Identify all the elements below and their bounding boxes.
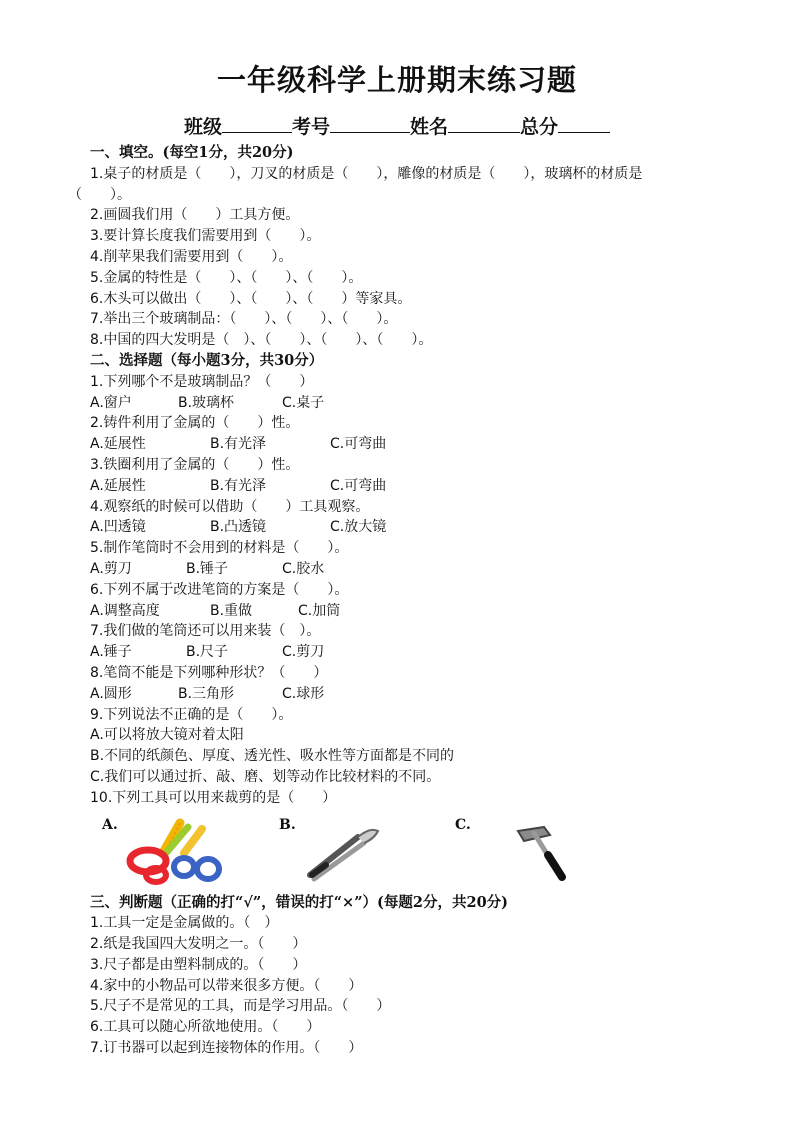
option-a[interactable]: A.锤子 <box>90 644 132 661</box>
option-b[interactable]: B.玻璃杯 <box>178 394 235 411</box>
fill-q7: 7.举出三个玻璃制品：（ ）、（ ）、（ ）。 <box>90 311 398 328</box>
choice-q6-options <box>90 601 750 622</box>
exam-content <box>68 143 750 1059</box>
option-a[interactable]: A.剪刀 <box>90 560 132 577</box>
scissors-icon[interactable] <box>124 817 224 887</box>
option-a[interactable]: A.延展性 <box>90 477 146 494</box>
name-label: 姓名 <box>410 116 449 138</box>
choice-q5-options <box>90 559 750 580</box>
option-b-label: B. <box>279 816 296 833</box>
option-b[interactable]: B.锤子 <box>186 560 229 577</box>
option-c[interactable]: C.剪刀 <box>282 644 325 661</box>
choice-q2-options <box>90 434 750 455</box>
option-c[interactable]: C.加筒 <box>298 602 341 619</box>
section1-heading: 一、填空。(每空1分，共20分) <box>90 144 294 161</box>
exam-no-blank[interactable] <box>330 114 410 133</box>
section2-heading: 二、选择题（每小题3分，共30分） <box>90 351 324 369</box>
fill-q2: 2.画圆我们用（ ）工具方便。 <box>90 207 300 224</box>
page-title: 一年级科学上册期末练习题 <box>216 63 577 97</box>
student-info-row <box>0 112 794 139</box>
choice-q1-options <box>90 393 750 414</box>
choice-q3-options <box>90 476 750 497</box>
option-b[interactable]: B.凸透镜 <box>210 519 267 536</box>
fill-q1-line2: （ ）。 <box>68 186 131 203</box>
option-b[interactable]: B.尺子 <box>186 644 229 661</box>
choice-q9-option-a[interactable]: A.可以将放大镜对着太阳 <box>90 727 244 744</box>
score-label: 总分 <box>520 116 559 138</box>
choice-q9-option-b[interactable]: B.不同的纸颜色、厚度、透光性、吸水性等方面都是不同的 <box>90 748 455 765</box>
option-b[interactable]: B.有光泽 <box>210 436 267 453</box>
option-c[interactable]: C.桌子 <box>282 394 325 411</box>
option-c-label: C. <box>455 816 471 833</box>
choice-q3: 3.铁圈利用了金属的（ ）性。 <box>90 456 300 473</box>
judge-q5: 5.尺子不是常见的工具，而是学习用品。（ ） <box>90 998 391 1015</box>
option-c[interactable]: C.球形 <box>282 685 325 702</box>
option-a[interactable]: A.调整高度 <box>90 602 160 619</box>
judge-q1: 1.工具一定是金属做的。（ ） <box>90 915 279 932</box>
choice-q10-pictures <box>90 809 750 893</box>
option-c[interactable]: C.可弯曲 <box>330 477 387 494</box>
judge-q3: 3.尺子都是由塑料制成的。（ ） <box>90 956 307 973</box>
option-a[interactable]: A.凹透镜 <box>90 519 146 536</box>
fill-q4: 4.削苹果我们需要用到（ ）。 <box>90 248 293 265</box>
judge-q2: 2.纸是我国四大发明之一。（ ） <box>90 936 307 953</box>
choice-q8-options <box>90 684 750 705</box>
option-a-label: A. <box>102 816 118 833</box>
judge-q4: 4.家中的小物品可以带来很多方便。（ ） <box>90 977 363 994</box>
choice-q8: 8.笔筒不能是下列哪种形状？（ ） <box>90 664 328 681</box>
fill-q6: 6.木头可以做出（ ）、（ ）、（ ）等家具。 <box>90 290 412 307</box>
choice-q9-option-c[interactable]: C.我们可以通过折、敲、磨、划等动作比较材料的不同。 <box>90 768 441 785</box>
section3-heading: 三、判断题（正确的打“√”，错误的打“×”）(每题2分，共20分) <box>90 893 509 911</box>
option-c[interactable]: C.可弯曲 <box>330 436 387 453</box>
option-a[interactable]: A.圆形 <box>90 685 132 702</box>
option-b[interactable]: B.有光泽 <box>210 477 267 494</box>
name-blank[interactable] <box>448 114 520 133</box>
option-b[interactable]: B.重做 <box>210 602 253 619</box>
choice-q7-options <box>90 642 750 663</box>
class-blank[interactable] <box>222 114 292 133</box>
choice-q10: 10.下列工具可以用来裁剪的是（ ） <box>90 789 337 806</box>
choice-q9: 9.下列说法不正确的是（ ）。 <box>90 706 293 723</box>
choice-q4: 4.观察纸的时候可以借助（ ）工具观察。 <box>90 498 370 515</box>
option-c[interactable]: C.放大镜 <box>330 519 387 536</box>
fill-q3: 3.要计算长度我们需要用到（ ）。 <box>90 228 321 245</box>
score-blank[interactable] <box>558 114 610 133</box>
choice-q2: 2.铸件利用了金属的（ ）性。 <box>90 415 300 432</box>
judge-q7: 7.订书器可以起到连接物体的作用。（ ） <box>90 1040 363 1057</box>
choice-q6: 6.下列不属于改进笔筒的方案是（ ）。 <box>90 581 349 598</box>
option-b[interactable]: B.三角形 <box>178 685 235 702</box>
judge-q6: 6.工具可以随心所欲地使用。（ ） <box>90 1019 321 1036</box>
class-label: 班级 <box>183 116 222 138</box>
choice-q1: 1.下列哪个不是玻璃制品？（ ） <box>90 373 314 390</box>
fill-q1-line1: 1.桌子的材质是（ ），刀叉的材质是（ ），雕像的材质是（ ），玻璃杯的材质是 <box>90 165 643 182</box>
fill-q8: 8.中国的四大发明是（ ）、（ ）、（ ）、（ ）。 <box>90 332 433 349</box>
choice-q7: 7.我们做的笔筒还可以用来装（ ）。 <box>90 623 321 640</box>
choice-q5: 5.制作笔筒时不会用到的材料是（ ）。 <box>90 540 349 557</box>
fill-q5: 5.金属的特性是（ ）、（ ）、（ ）。 <box>90 269 363 286</box>
exam-no-label: 考号 <box>291 116 330 138</box>
option-a[interactable]: A.窗户 <box>90 394 132 411</box>
option-a[interactable]: A.延展性 <box>90 436 146 453</box>
hammer-icon[interactable] <box>504 819 574 883</box>
nutcracker-icon[interactable] <box>304 819 384 883</box>
choice-q4-options <box>90 517 750 538</box>
option-c[interactable]: C.胶水 <box>282 560 325 577</box>
